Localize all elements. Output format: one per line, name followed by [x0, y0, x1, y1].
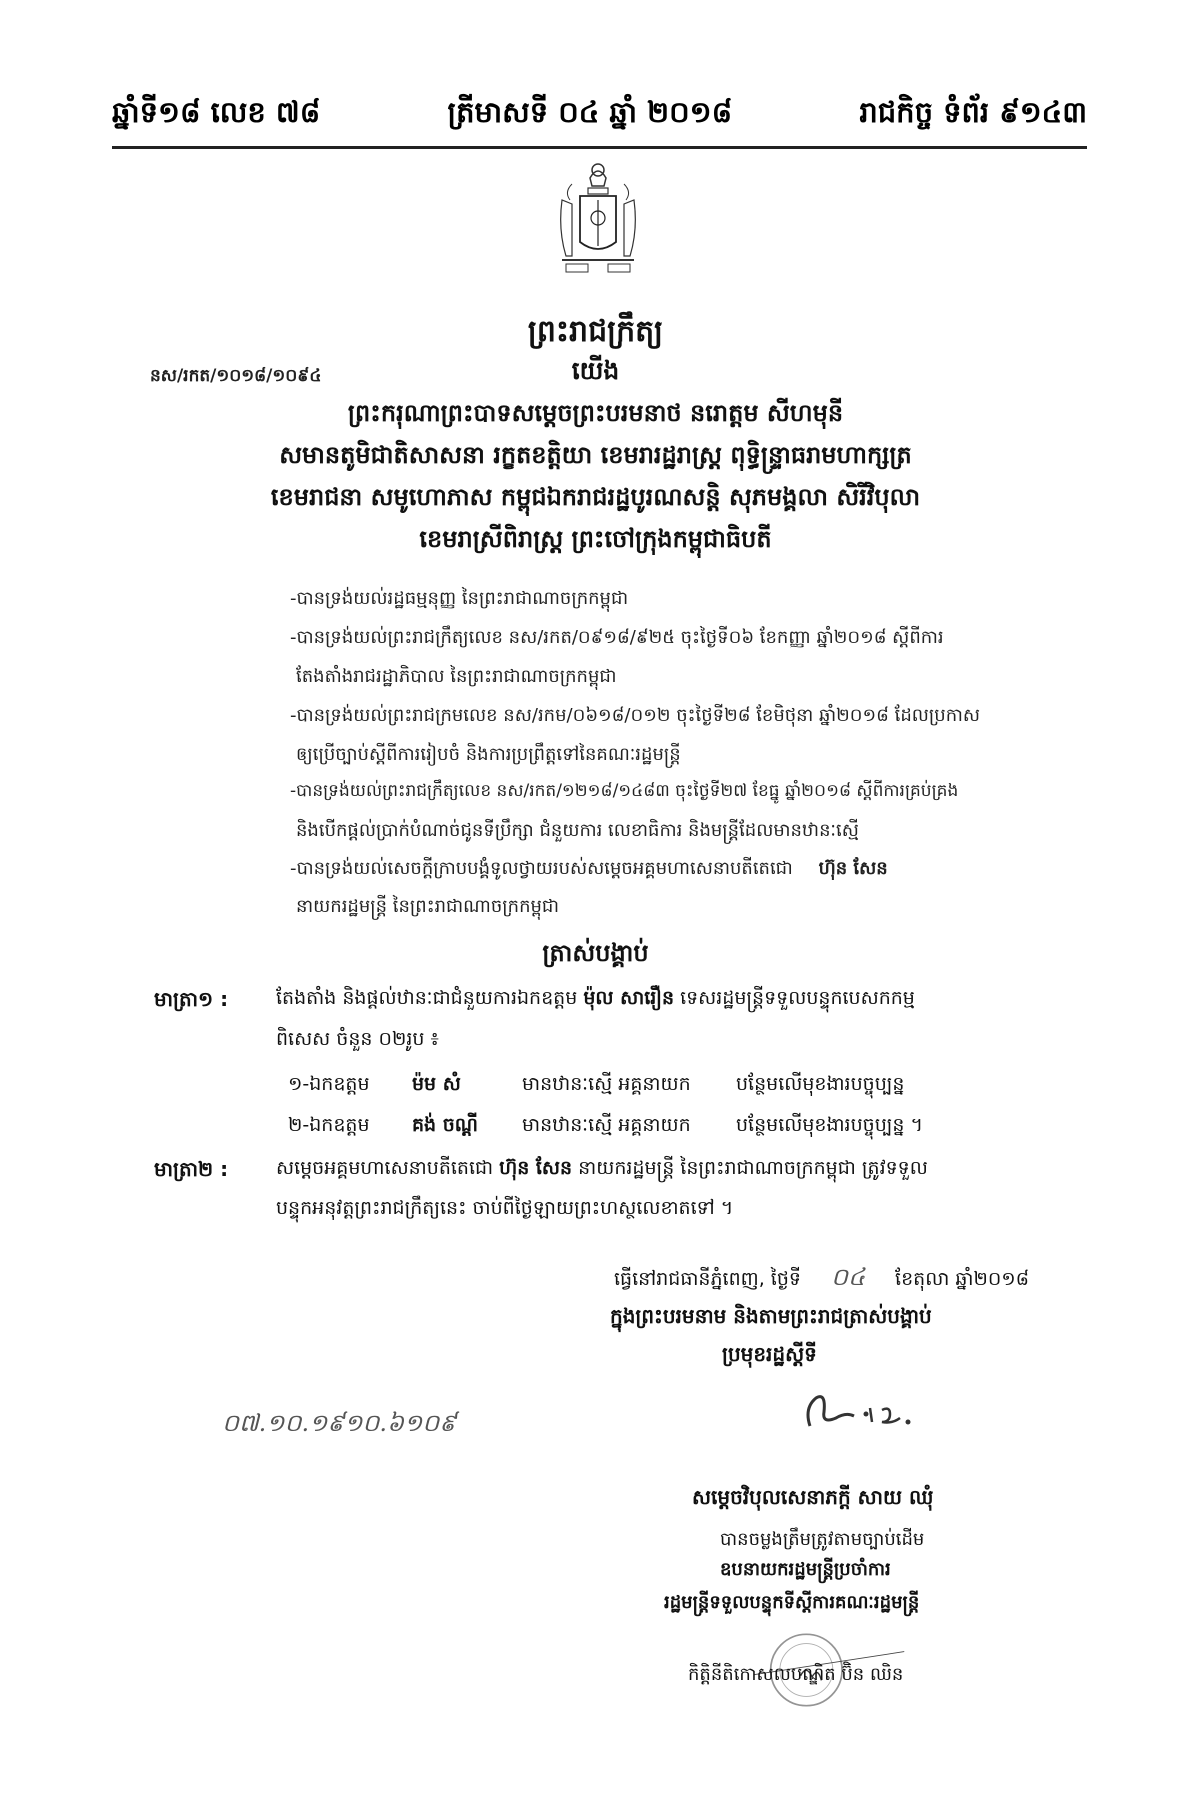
gazette-header: [112, 92, 1087, 140]
person-2-name: គង់ ចណ្ដី: [412, 1114, 478, 1136]
consideration-line: -បានទ្រង់យល់ព្រះរាជក្រឹត្យលេខ នស/រកត/១២១៨/១៤៨៣ ចុះថ្ងៃទី២៧ ខែធ្នូ ឆ្នាំ២០១៨ ស្តីពីការគ្រប់គ្រង: [290, 781, 959, 801]
king-title-line-4: ខេមរាស្រីពិរាស្ត្រ ព្រះចៅក្រុងកម្ពុជាធិបតី: [419, 525, 772, 553]
consideration-line-pm: [290, 856, 888, 883]
date-month-year: ខែតុលា ឆ្នាំ២០១៨: [895, 1268, 1030, 1290]
decree-reference-number: នស/រកត/១០១៨/១០៩៤: [150, 366, 322, 386]
person-2-note: បន្ថែមលើមុខងារបច្ចុប្បន្ន ។: [736, 1114, 924, 1136]
article-2-text: [276, 1156, 928, 1184]
article-1-name: ម៉ុល សារឿន: [583, 987, 675, 1009]
head-of-state-signature-icon: [796, 1378, 926, 1448]
person-2-num: ២-ឯកឧត្តម: [288, 1114, 370, 1136]
consideration-text: -បានទ្រង់យល់សេចក្តីក្រាបបង្គំទូលថ្វាយរបស់សម្តេចអគ្គមហាសេនាបតីតេជោ: [290, 858, 793, 879]
signer-name: សម្តេចវិបុលសេនាភក្តី សាយ ឈុំ: [692, 1485, 934, 1509]
article-1-line-2: ពិសេស ចំនួន ០២រូប ៖: [276, 1028, 439, 1050]
consideration-line: -បានទ្រង់យល់ព្រះរាជក្រឹត្យលេខ នស/រកត/០៩១៨/៩២៥ ចុះថ្ងៃទី០៦ ខែកញ្ញា ឆ្នាំ២០១៨ ស្តីពីការ: [290, 627, 944, 648]
header-divider: [112, 146, 1087, 149]
royal-name-line: ក្នុងព្រះបរមនាម និងតាមព្រះរាជត្រាស់បង្គាប់: [610, 1304, 932, 1328]
gazette-year-issue: ឆ្នាំទី១៨ លេខ ៧៨: [112, 95, 321, 129]
king-title-line-2: សមានតូមិជាតិសាសនា រក្ខតខត្តិយា ខេមរារដ្ឋរាស្ត្រ ពុទ្ធិន្ទ្រាធរាមហាក្សត្រ: [279, 441, 912, 469]
date-place-line: [614, 1262, 1029, 1297]
article-2-text-b: នាយករដ្ឋមន្ត្រី នៃព្រះរាជាណាចក្រកម្ពុជា ត្រូវទទួល: [578, 1157, 928, 1179]
king-title-line-1: ព្រះករុណាព្រះបាទសម្តេចព្រះបរមនាថ នរោត្តម សីហមុនី: [347, 399, 844, 427]
person-1-rank: មានឋានៈស្មើ អគ្គនាយក: [522, 1073, 691, 1095]
certification-line-1: បានចម្លងត្រឹមត្រូវតាមច្បាប់ដើម: [720, 1529, 925, 1550]
article-2-name: ហ៊ុន សែន: [499, 1157, 573, 1179]
person-2-rank: មានឋានៈស្មើ អគ្គនាយក: [522, 1114, 691, 1136]
certification-line-2: ឧបនាយករដ្ឋមន្ត្រីប្រចាំការ: [720, 1559, 891, 1580]
article-1-label: មាត្រា១ :: [154, 987, 229, 1011]
gazette-quarter: ត្រីមាសទី ០៤ ឆ្នាំ ២០១៨: [447, 95, 733, 129]
consideration-line: និងបើកផ្តល់ប្រាក់បំណាច់ជូនទីប្រឹក្សា ជំនួយការ លេខាធិការ និងមន្ត្រីដែលមានឋានៈស្មើ: [296, 820, 859, 841]
person-1-num: ១-ឯកឧត្តម: [288, 1073, 370, 1095]
article-2-text-a: សម្តេចអគ្គមហាសេនាបតីតេជោ: [276, 1157, 494, 1179]
handwritten-reference: ០៧.១០.១៩១០.៦១០៩: [222, 1409, 457, 1437]
consideration-line: -បានទ្រង់យល់ព្រះរាជក្រមលេខ នស/រកម/០៦១៨/០១២ ចុះថ្ងៃទី២៨ ខែមិថុនា ឆ្នាំ២០១៨ ដែលប្រកាស: [290, 705, 980, 726]
we-heading: យើង: [571, 356, 620, 385]
certifier-name: កិត្តិនីតិកោសលបណ្ឌិត ប៊ិន ឈិន: [688, 1664, 904, 1685]
article-2-line-2: បន្ទុកអនុវត្តព្រះរាជក្រឹត្យនេះ ចាប់ពីថ្ងៃឡាយព្រះហស្ថលេខាតទៅ ។: [276, 1197, 734, 1219]
king-title-line-3: ខេមរាជនា សមូហោភាស កម្ពុជឯករាជរដ្ឋបូរណសន្តិ សុភមង្គលា សិរីវិបុលា: [270, 483, 921, 511]
consideration-line: ឲ្យប្រើច្បាប់ស្តីពីការរៀបចំ និងការប្រព្រឹត្តទៅនៃគណៈរដ្ឋមន្ត្រី: [296, 744, 681, 765]
article-1-text: [276, 986, 915, 1014]
date-place-text: ធ្វើនៅរាជធានីភ្នំពេញ, ថ្ងៃទី: [614, 1268, 801, 1290]
person-1-note: បន្ថែមលើមុខងារបច្ចុប្បន្ន: [736, 1073, 905, 1095]
decree-heading: ត្រាស់បង្គាប់: [542, 939, 649, 967]
pm-name: ហ៊ុន សែន: [818, 858, 888, 879]
person-1-name: ម៉ម សំ: [412, 1073, 461, 1095]
royal-arms-emblem-icon: [552, 160, 644, 280]
certification-line-3: រដ្ឋមន្ត្រីទទួលបន្ទុកទីស្តីការគណៈរដ្ឋមន្ត្រី: [664, 1592, 920, 1613]
consideration-line: តែងតាំងរាជរដ្ឋាភិបាល នៃព្រះរាជាណាចក្រកម្ពុជា: [296, 666, 617, 687]
article-1-text-a: តែងតាំង និងផ្តល់ឋានៈជាជំនួយការឯកឧត្តម: [276, 987, 578, 1009]
document-type-title: ព្រះរាជក្រឹត្យ: [527, 314, 664, 349]
head-of-state-title: ប្រមុខរដ្ឋស្តីទី: [722, 1342, 817, 1366]
gazette-page: រាជកិច្ច ទំព័រ ៩១៤៣: [859, 95, 1087, 129]
consideration-line: នាយករដ្ឋមន្ត្រី នៃព្រះរាជាណាចក្រកម្ពុជា: [296, 896, 560, 917]
date-day-handwritten: ០៤: [831, 1263, 865, 1291]
article-1-text-b: ទេសរដ្ឋមន្ត្រីទទួលបន្ទុកបេសកកម្ម: [680, 987, 915, 1009]
consideration-line: -បានទ្រង់យល់រដ្ឋធម្មនុញ្ញ នៃព្រះរាជាណាចក្រកម្ពុជា: [290, 588, 629, 609]
article-2-label: មាត្រា២ :: [154, 1157, 229, 1181]
